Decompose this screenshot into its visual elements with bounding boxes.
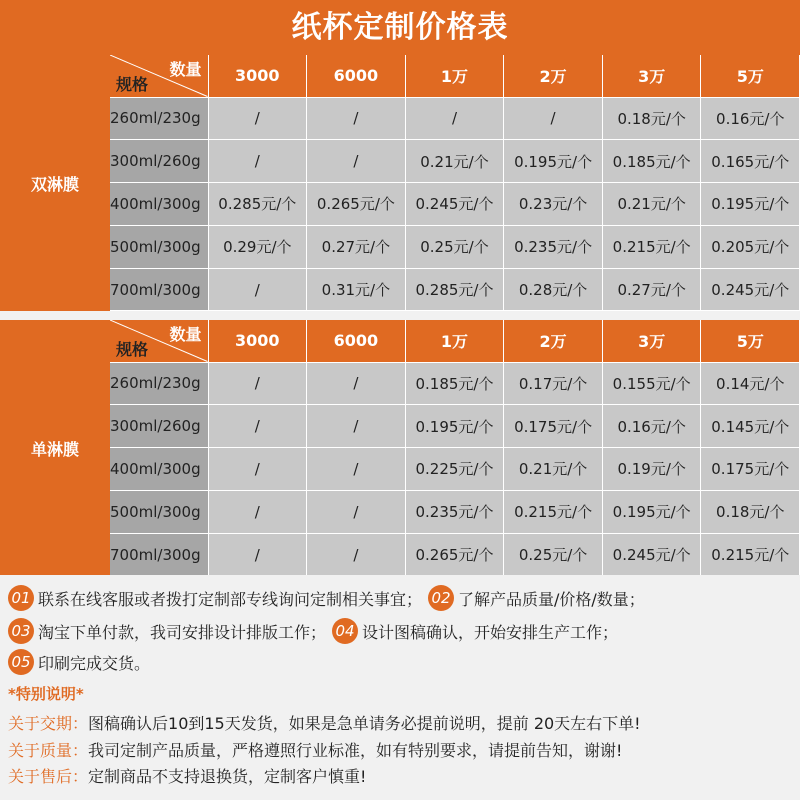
corner-cell	[110, 55, 208, 97]
spec-label: 规格	[116, 74, 149, 94]
price-cell: 0.235元/个	[405, 490, 504, 533]
step-number-badge: 01	[8, 585, 34, 611]
price-cell: 0.235元/个	[504, 225, 603, 268]
price-cell: /	[208, 362, 307, 405]
qty-header: 3万	[602, 55, 701, 97]
price-cell: /	[504, 97, 603, 140]
price-cell: 0.195元/个	[701, 183, 800, 226]
qty-header: 5万	[701, 55, 800, 97]
section-label: 单淋膜	[0, 320, 110, 576]
note-text: 我司定制产品质量，严格遵照行业标准，如有特别要求，请提前告知，谢谢!	[88, 741, 623, 760]
table-header-row	[110, 55, 800, 97]
price-cell: /	[307, 533, 406, 576]
price-cell: 0.31元/个	[307, 268, 406, 311]
table-row	[110, 183, 800, 226]
qty-header: 5万	[701, 320, 800, 362]
note-key: 关于售后：	[8, 767, 89, 786]
price-cell: 0.155元/个	[602, 362, 701, 405]
price-cell: /	[208, 448, 307, 491]
price-cell: 0.18元/个	[701, 490, 800, 533]
price-section-double-coat	[0, 55, 800, 311]
table-header-row	[110, 320, 800, 362]
price-cell: 0.17元/个	[504, 362, 603, 405]
price-cell: 0.25元/个	[504, 533, 603, 576]
price-cell: 0.14元/个	[701, 362, 800, 405]
price-cell: 0.215元/个	[701, 533, 800, 576]
price-cell: 0.21元/个	[602, 183, 701, 226]
spec-cell: 300ml/260g	[110, 405, 208, 448]
price-cell: 0.245元/个	[405, 183, 504, 226]
price-cell: 0.18元/个	[602, 97, 701, 140]
spec-cell: 500ml/300g	[110, 490, 208, 533]
spec-cell: 700ml/300g	[110, 533, 208, 576]
price-cell: 0.23元/个	[504, 183, 603, 226]
price-cell: /	[208, 140, 307, 183]
table-row	[110, 140, 800, 183]
note-key: 关于质量：	[8, 741, 89, 760]
price-cell: 0.215元/个	[602, 225, 701, 268]
price-cell: 0.175元/个	[504, 405, 603, 448]
price-cell: 0.175元/个	[701, 448, 800, 491]
price-cell: 0.21元/个	[405, 140, 504, 183]
step-number-badge: 02	[428, 585, 454, 611]
price-cell: 0.21元/个	[504, 448, 603, 491]
qty-header: 3万	[602, 320, 701, 362]
price-cell: 0.195元/个	[602, 490, 701, 533]
price-section-single-coat	[0, 320, 800, 576]
section-label: 双淋膜	[0, 55, 110, 311]
qty-header: 3000	[208, 320, 307, 362]
spec-label: 规格	[116, 339, 149, 359]
price-cell: 0.28元/个	[504, 268, 603, 311]
table-row	[110, 448, 800, 491]
price-cell: 0.145元/个	[701, 405, 800, 448]
table-row	[110, 490, 800, 533]
spec-cell: 300ml/260g	[110, 140, 208, 183]
price-cell: 0.265元/个	[405, 533, 504, 576]
price-cell: 0.29元/个	[208, 225, 307, 268]
price-cell: 0.185元/个	[405, 362, 504, 405]
price-cell: /	[208, 533, 307, 576]
qty-label: 数量	[169, 325, 202, 344]
table-row	[110, 97, 800, 140]
price-cell: 0.225元/个	[405, 448, 504, 491]
step-line	[8, 649, 150, 675]
price-table	[110, 320, 800, 576]
qty-header: 1万	[405, 320, 504, 362]
price-cell: /	[208, 97, 307, 140]
section-divider	[0, 311, 800, 320]
note-key: 关于交期：	[8, 714, 89, 733]
note-line	[8, 764, 366, 787]
price-cell: /	[307, 140, 406, 183]
spec-cell: 260ml/230g	[110, 362, 208, 405]
step-text: 了解产品质量/价格/数量；	[458, 589, 645, 609]
qty-header: 1万	[405, 55, 504, 97]
spec-cell: 700ml/300g	[110, 268, 208, 311]
price-cell: 0.19元/个	[602, 448, 701, 491]
step-number-badge: 05	[8, 649, 34, 675]
price-cell: /	[208, 405, 307, 448]
price-cell: 0.195元/个	[405, 405, 504, 448]
table-row	[110, 405, 800, 448]
price-cell: /	[307, 490, 406, 533]
price-cell: /	[208, 490, 307, 533]
corner-cell	[110, 320, 208, 362]
step-number-badge: 04	[332, 618, 358, 644]
price-cell: /	[307, 405, 406, 448]
qty-header: 6000	[307, 320, 406, 362]
price-cell: /	[307, 362, 406, 405]
price-cell: 0.16元/个	[602, 405, 701, 448]
special-note-title: *特别说明*	[8, 685, 84, 703]
price-cell: /	[405, 97, 504, 140]
qty-label: 数量	[169, 60, 202, 79]
page-title: 纸杯定制价格表	[0, 0, 800, 55]
table-row	[110, 225, 800, 268]
qty-header: 6000	[307, 55, 406, 97]
price-cell: 0.245元/个	[701, 268, 800, 311]
spec-cell: 500ml/300g	[110, 225, 208, 268]
price-cell: 0.285元/个	[208, 183, 307, 226]
qty-header: 3000	[208, 55, 307, 97]
note-line	[8, 738, 622, 761]
step-text: 联系在线客服或者拨打定制部专线询问定制相关事宜；	[38, 589, 423, 609]
qty-header: 2万	[504, 320, 603, 362]
note-text: 图稿确认后10到15天发货，如果是急单请务必提前说明，提前 20天左右下单!	[88, 714, 641, 733]
price-table	[110, 55, 800, 311]
price-cell: 0.285元/个	[405, 268, 504, 311]
spec-cell: 260ml/230g	[110, 97, 208, 140]
price-cell: 0.27元/个	[307, 225, 406, 268]
price-cell: /	[208, 268, 307, 311]
step-text: 印刷完成交货。	[38, 653, 151, 673]
price-cell: 0.245元/个	[602, 533, 701, 576]
price-cell: 0.185元/个	[602, 140, 701, 183]
step-number-badge: 03	[8, 618, 34, 644]
note-text: 定制商品不支持退换货，定制客户慎重!	[88, 767, 367, 786]
step-text: 淘宝下单付款，我司安排设计排版工作；	[38, 622, 327, 642]
spec-cell: 400ml/300g	[110, 183, 208, 226]
spec-cell: 400ml/300g	[110, 448, 208, 491]
step-text: 设计图稿确认，开始安排生产工作；	[362, 622, 619, 642]
qty-header: 2万	[504, 55, 603, 97]
price-cell: 0.205元/个	[701, 225, 800, 268]
price-cell: 0.195元/个	[504, 140, 603, 183]
note-line	[8, 711, 641, 734]
price-cell: 0.25元/个	[405, 225, 504, 268]
price-cell: /	[307, 448, 406, 491]
price-cell: 0.16元/个	[701, 97, 800, 140]
table-row	[110, 362, 800, 405]
price-cell: 0.165元/个	[701, 140, 800, 183]
step-line	[8, 585, 645, 611]
price-cell: 0.265元/个	[307, 183, 406, 226]
price-cell: /	[307, 97, 406, 140]
price-cell: 0.215元/个	[504, 490, 603, 533]
table-row	[110, 268, 800, 311]
price-cell: 0.27元/个	[602, 268, 701, 311]
step-line	[8, 618, 618, 644]
order-process-notes	[0, 575, 800, 800]
table-row	[110, 533, 800, 576]
